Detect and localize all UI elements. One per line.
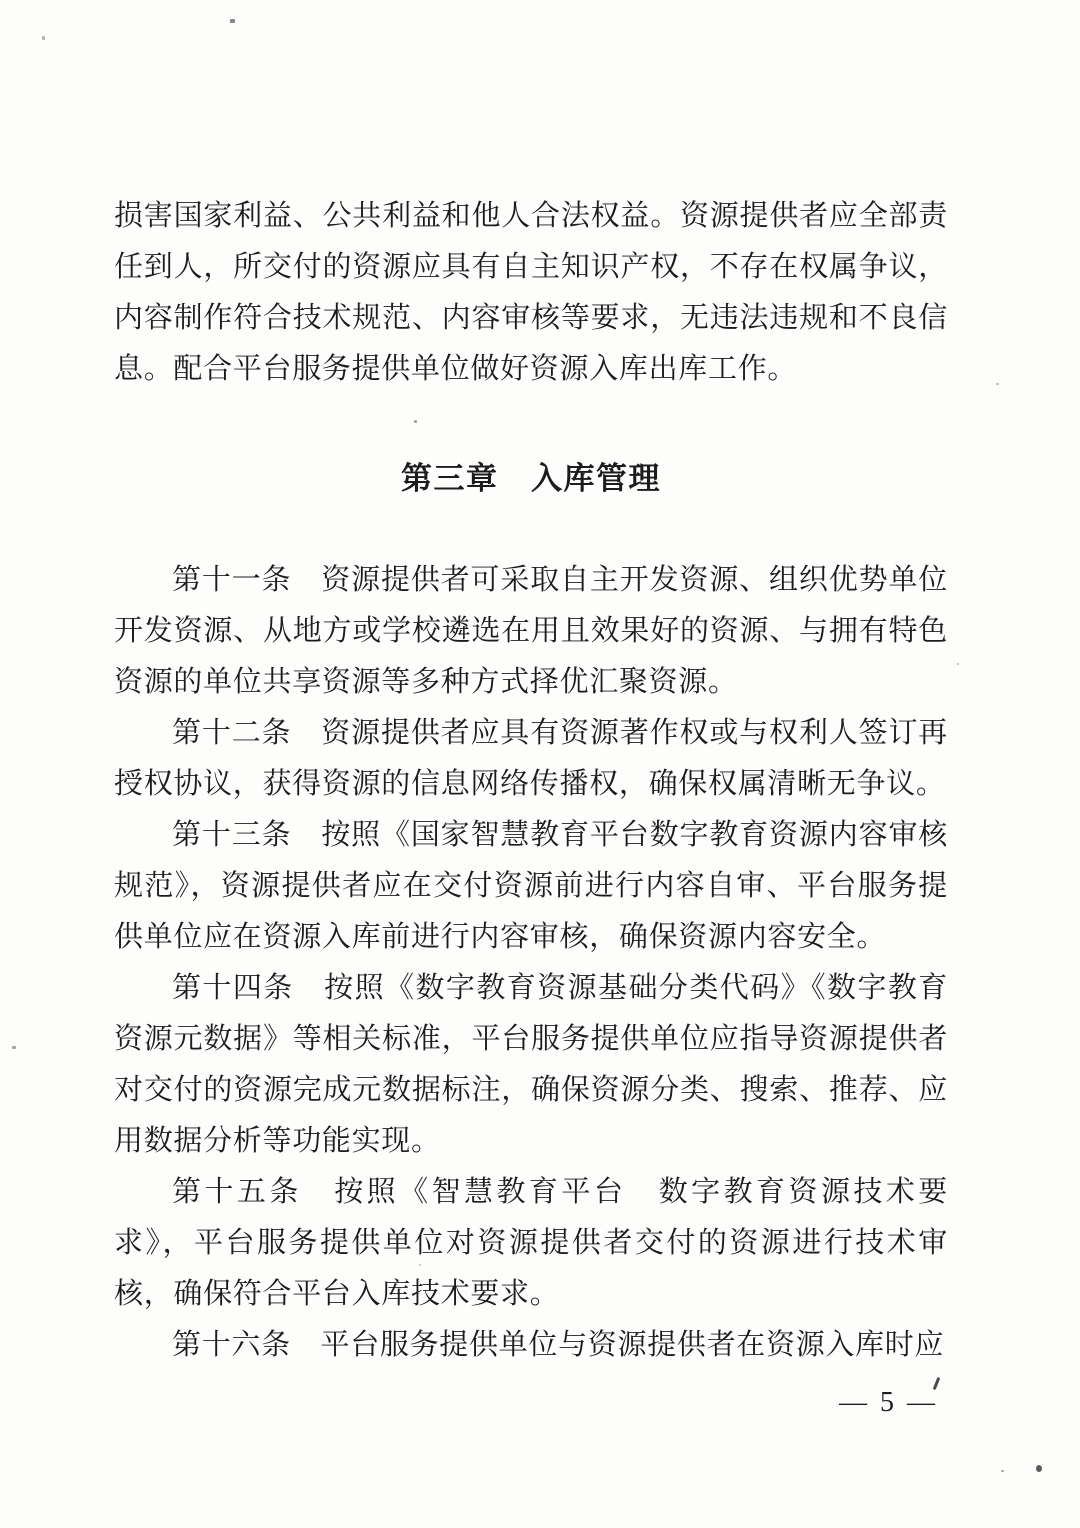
speckle	[1001, 1470, 1004, 1472]
speckle	[1036, 1465, 1042, 1472]
paragraph-article-16: 第十六条 平台服务提供单位与资源提供者在资源入库时应	[172, 1329, 945, 1361]
paragraph-article-12: 第十二条 资源提供者应具有资源著作权或与权利人签订再授权协议，获得资源的信息网络传播权，确保权属清晰无争议。	[114, 717, 948, 800]
page-number: — 5 —	[839, 1387, 938, 1418]
chapter-heading: 第三章 入库管理	[401, 461, 661, 496]
paragraph-article-13: 第十三条 按照《国家智慧教育平台数字教育资源内容审核规范》，资源提供者应在交付资源前进行内容自审、平台服务提供单位应在资源入库前进行内容审核，确保资源内容安全。	[114, 819, 948, 953]
speckle	[12, 1046, 16, 1049]
paragraph-article-11: 第十一条 资源提供者可采取自主开发资源、组织优势单位开发资源、从地方或学校遴选在用且效果好的资源、与拥有特色资源的单位共享资源等多种方式择优汇聚资源。	[114, 564, 948, 698]
document-content	[114, 191, 948, 1371]
paragraph-article-15: 第十五条 按照《智慧教育平台 数字教育资源技术要求》，平台服务提供单位对资源提供者交付的资源进行技术审核，确保符合平台入库技术要求。	[114, 1176, 948, 1310]
paragraph-article-14: 第十四条 按照《数字教育资源基础分类代码》《数字教育资源元数据》等相关标准，平台服务提供单位应指导资源提供者对交付的资源完成元数据标注，确保资源分类、搜索、推荐、应用数据分析等功能实现。	[114, 972, 948, 1157]
speckle	[230, 19, 235, 23]
speckle	[996, 383, 999, 385]
paragraph-continuation: 损害国家利益、公共利益和他人合法权益。资源提供者应全部责任到人，所交付的资源应具有自主知识产权，不存在权属争议，内容制作符合技术规范、内容审核等要求，无违法违规和不良信息。配合平台服务提供单位做好资源入库出库工作。	[114, 200, 948, 385]
speckle	[957, 663, 959, 665]
speckle	[42, 36, 45, 40]
